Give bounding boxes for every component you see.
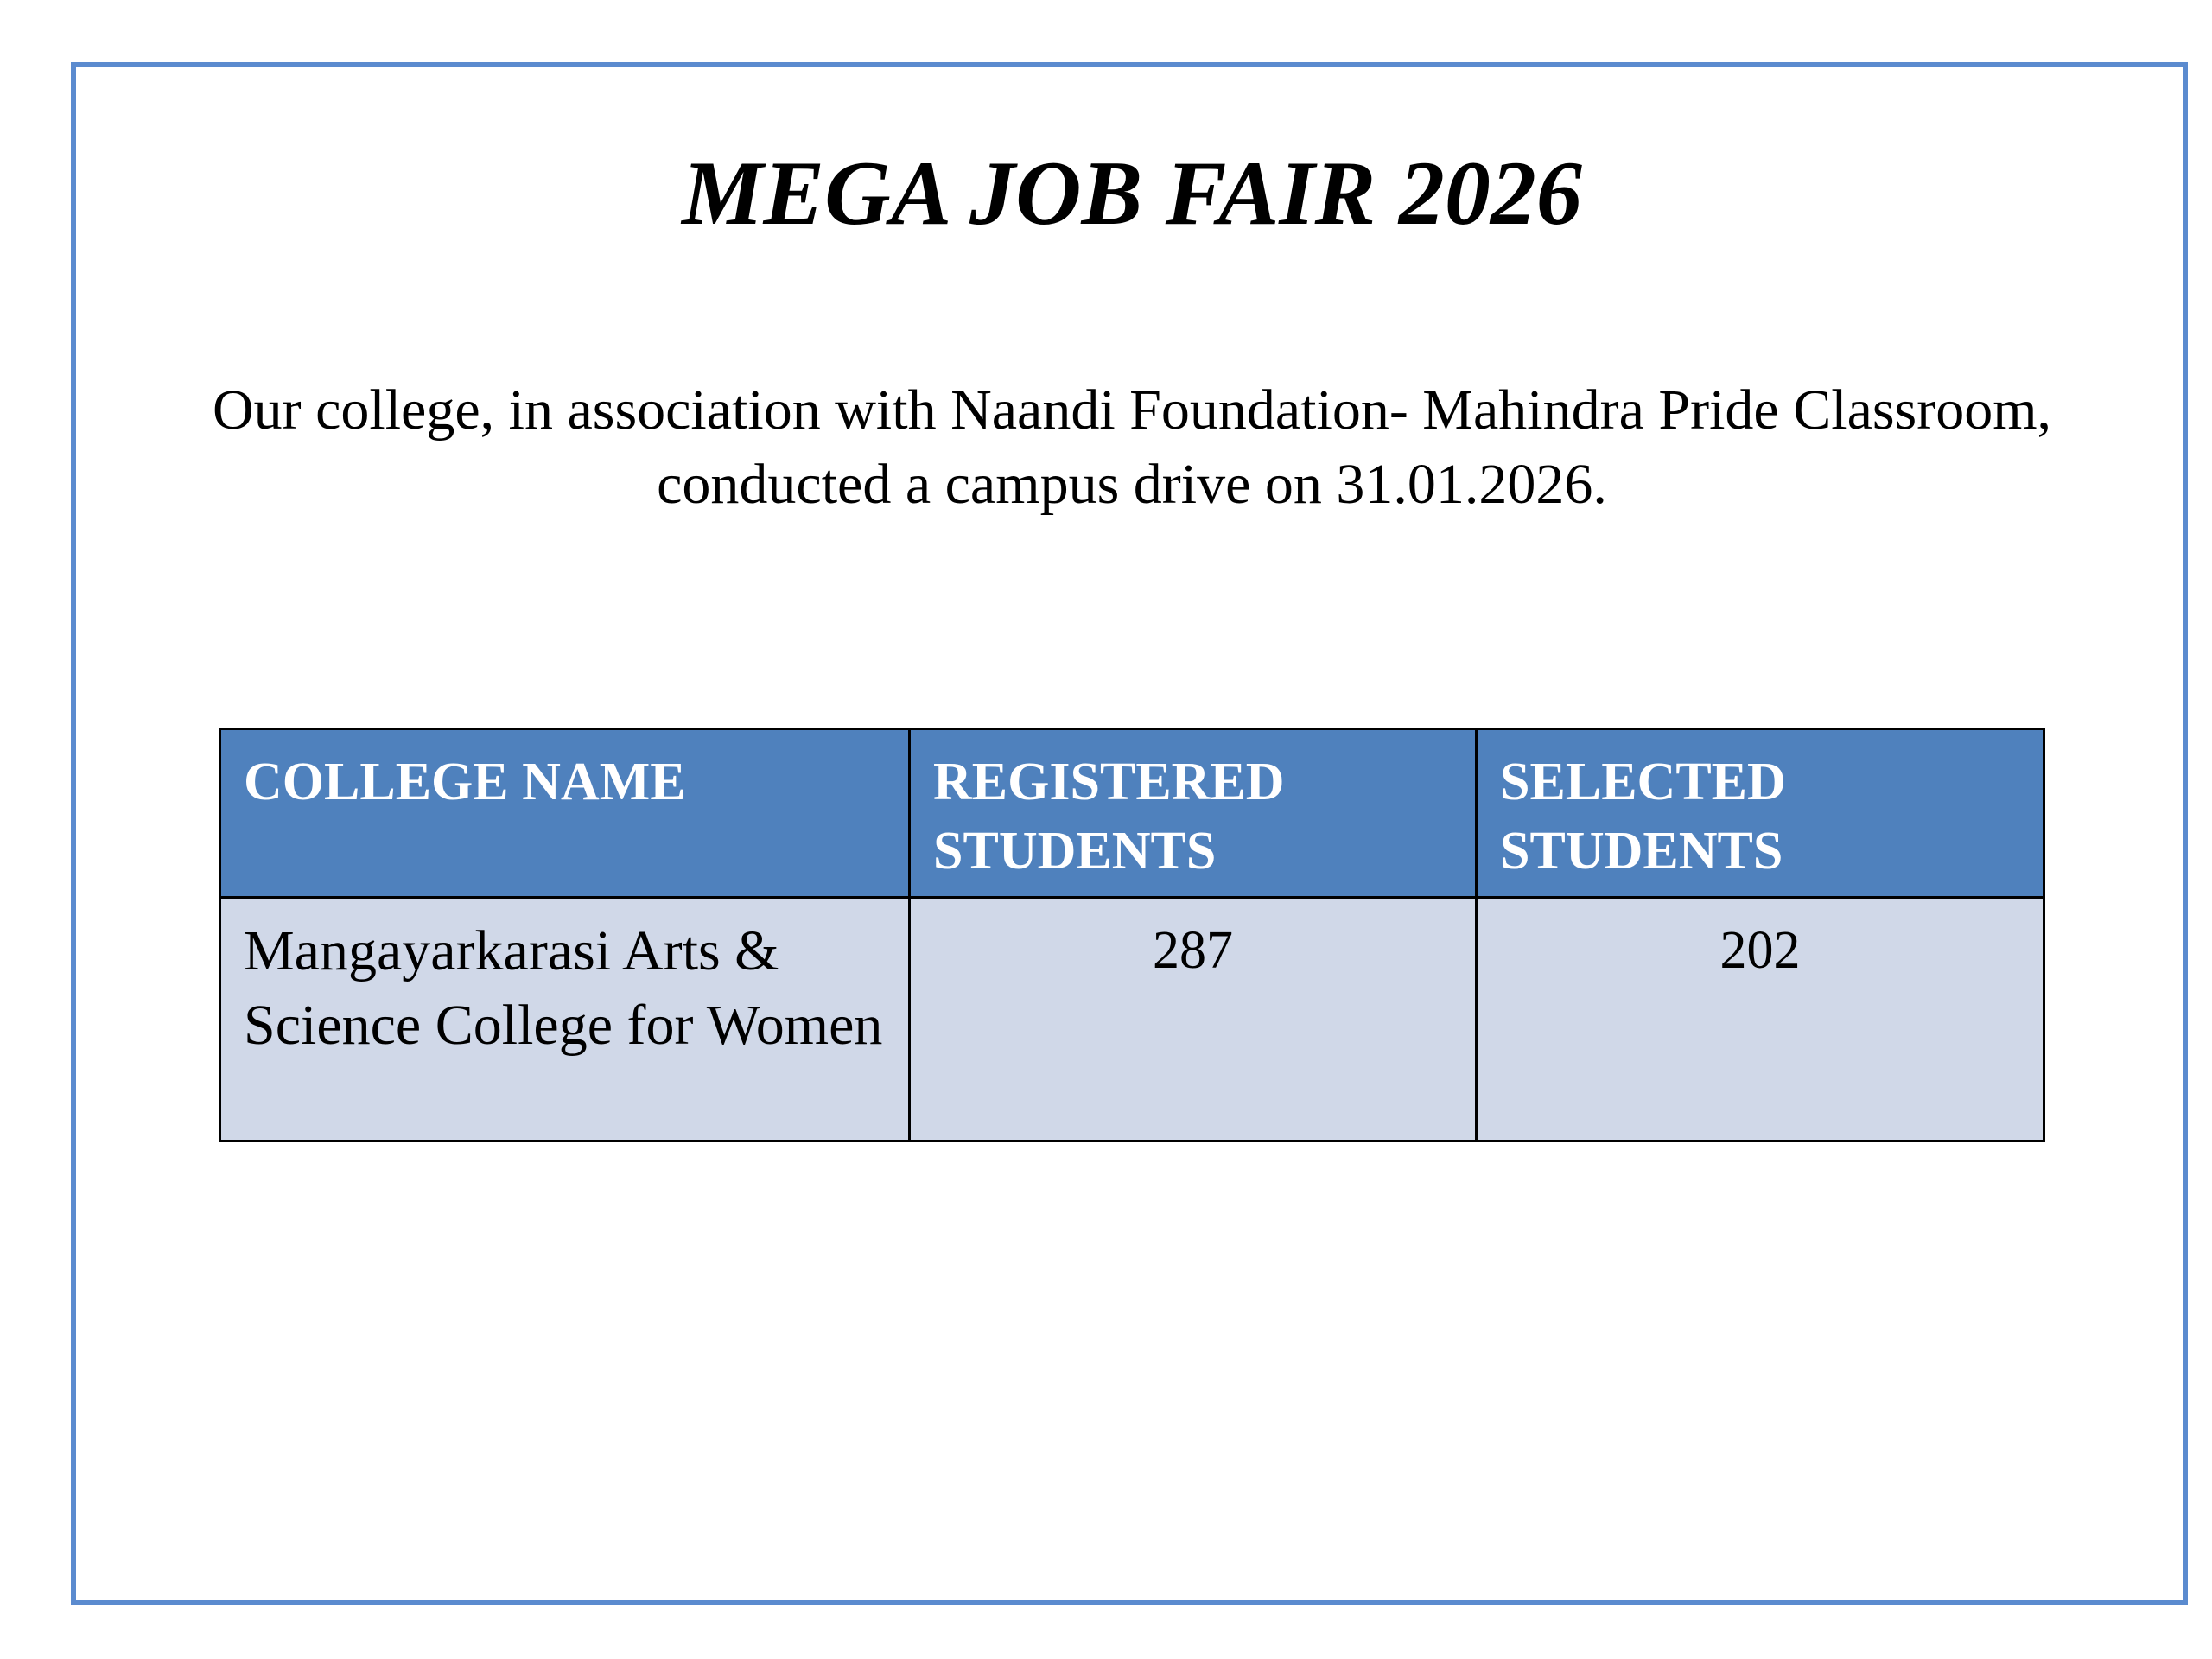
cell-selected-students: 202 [1477,898,2044,1141]
intro-paragraph: Our college, in association with Naandi Foundation- Mahindra Pride Classroom, conducted a campus drive on 31.01.2026. [212,378,2052,516]
results-table-container [219,728,2045,1142]
header-college-name: COLLEGE NAME [220,729,910,898]
cell-registered-students: 287 [910,898,1477,1141]
header-registered-students: REGISTERED STUDENTS [910,729,1477,898]
cell-college-name: Mangayarkarasi Arts & Science College for Women [220,898,910,1141]
results-table [219,728,2045,1142]
table-row [220,898,2044,1141]
table-header-row [220,729,2044,898]
page-title: MEGA JOB FAIR 2026 [682,143,1582,244]
header-selected-students: SELECTED STUDENTS [1477,729,2044,898]
